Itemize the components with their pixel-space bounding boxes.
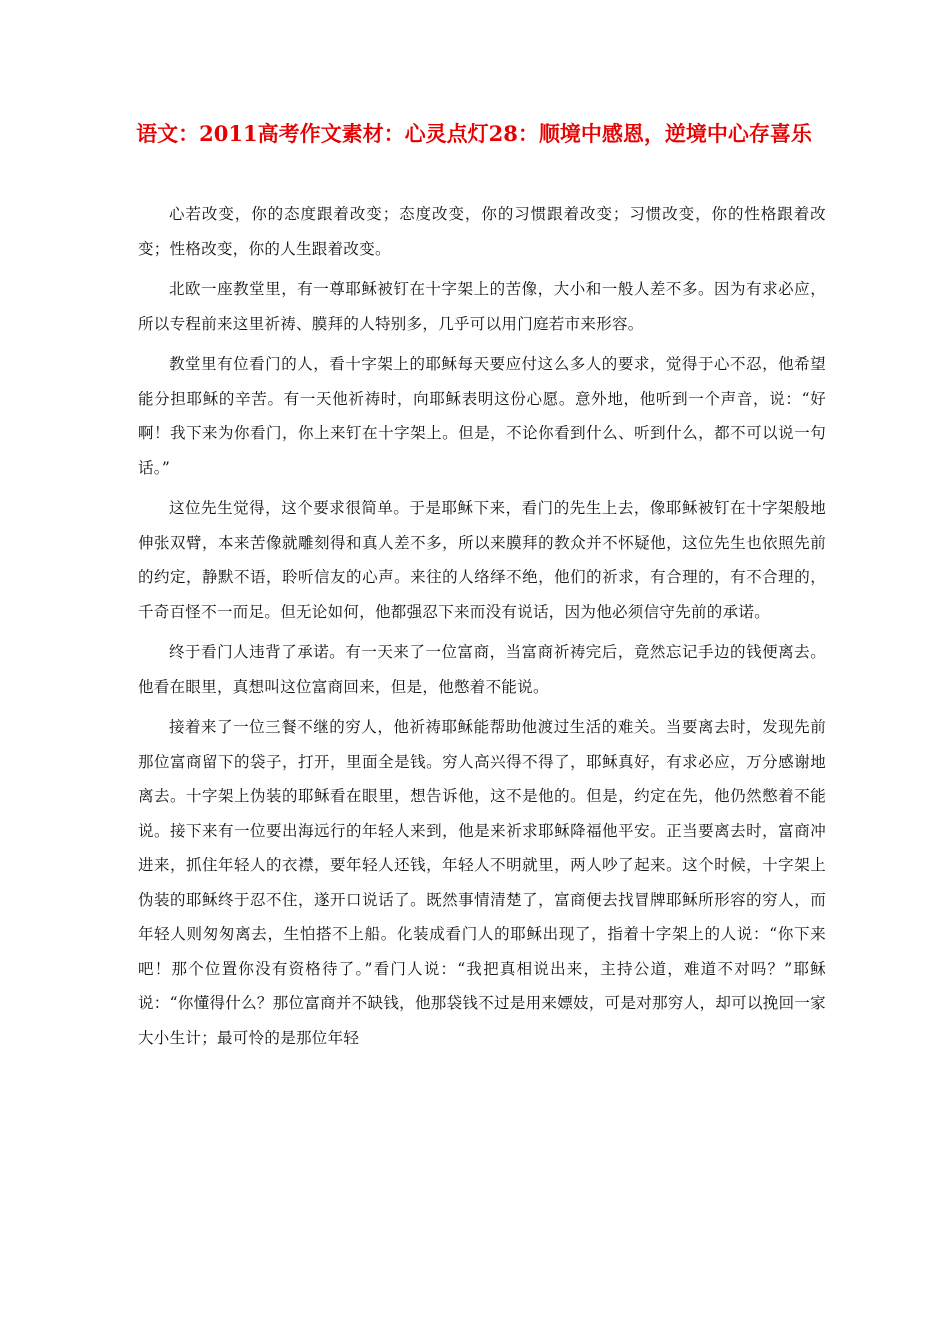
document-title: 语文：2011高考作文素材：心灵点灯28：顺境中感恩，逆境中心存喜乐: [136, 121, 812, 146]
paragraph: 北欧一座教堂里，有一尊耶稣被钉在十字架上的苦像，大小和一般人差不多。因为有求必应，所以专程前来这里祈祷、膜拜的人特别多，几乎可以用门庭若市来形容。: [138, 280, 826, 333]
paragraph: 接着来了一位三餐不继的穷人，他祈祷耶稣能帮助他渡过生活的难关。当要离去时，发现先前那位富商留下的袋子，打开，里面全是钱。穷人高兴得不得了，耶稣真好，有求必应，万分感谢地离去。十字架上伪装的耶稣看在眼里，想告诉他，这不是他的。但是，约定在先，他仍然憋着不能说。接下来有一位要出海远行的年轻人来到，他是来祈求耶稣降福他平安。正当要离去时，富商冲进来，抓住年轻人的衣襟，要年轻人还钱，年轻人不明就里，两人吵了起来。这个时候，十字架上伪装的耶稣终于忍不住，遂开口说话了。既然事情清楚了，富商便去找冒牌耶稣所形容的穷人，而年轻人则匆匆离去，生怕搭不上船。化装成看门人的耶稣出现了，指着十字架上的人说：“你下来吧！那个位置你没有资格待了。”看门人说：“我把真相说出来，主持公道，难道不对吗？”耶稣说：“你懂得什么？那位富商并不缺钱，他那袋钱不过是用来嫖妓，可是对那穷人，却可以挽回一家大小生计；最可怜的是那位年轻: [138, 718, 826, 1047]
paragraph: 心若改变，你的态度跟着改变；态度改变，你的习惯跟着改变；习惯改变，你的性格跟着改变；性格改变，你的人生跟着改变。: [138, 205, 826, 258]
paragraph: 这位先生觉得，这个要求很简单。于是耶稣下来，看门的先生上去，像耶稣被钉在十字架般地伸张双臂，本来苦像就雕刻得和真人差不多，所以来膜拜的教众并不怀疑他，这位先生也依照先前的约定，静默不语，聆听信友的心声。来往的人络绎不绝，他们的祈求，有合理的，有不合理的，千奇百怪不一而足。但无论如何，他都强忍下来而没有说话，因为他必须信守先前的承诺。: [138, 499, 826, 621]
paragraph: 终于看门人违背了承诺。有一天来了一位富商，当富商祈祷完后，竟然忘记手边的钱便离去。他看在眼里，真想叫这位富商回来，但是，他憋着不能说。: [138, 643, 826, 696]
document-body: [138, 197, 826, 1061]
paragraph: 教堂里有位看门的人，看十字架上的耶稣每天要应付这么多人的要求，觉得于心不忍，他希望能分担耶稣的辛苦。有一天他祈祷时，向耶稣表明这份心愿。意外地，他听到一个声音，说：“好啊！我下来为你看门，你上来钉在十字架上。但是，不论你看到什么、听到什么，都不可以说一句话。”: [138, 355, 826, 477]
